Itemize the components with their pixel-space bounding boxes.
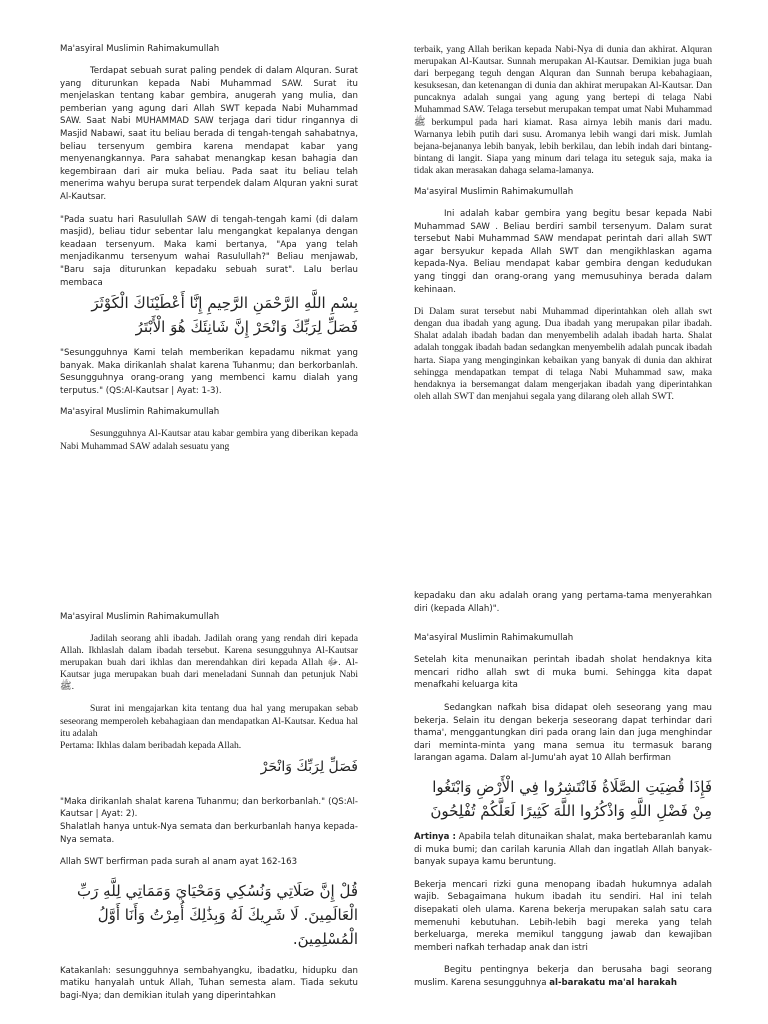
- paragraph: Katakanlah: sesungguhnya sembahyangku, ibadatku, hidupku dan matiku hanyalah untuk Allah, Tuhan semesta alam. Tiada sekutu bagi-Nya; dan demikian itulah yang diperintahkan: [60, 965, 358, 1001]
- paragraph: [414, 831, 712, 869]
- section-heading: Ma'asyiral Muslimin Rahimakumullah: [60, 612, 220, 622]
- translation-text: Apabila telah ditunaikan shalat, maka bertebaranlah kamu di muka bumi; dan carilah karunia Allah dan ingatlah Allah banyak-banyak supaya kamu beruntung.: [414, 831, 712, 868]
- column-bottom-left: [60, 612, 358, 1013]
- paragraph: Bekerja mencari rizki guna menopang ibadah hukumnya adalah wajib. Sebagaimana hukum ibadah itu sendiri. Hal ini telah disepakati oleh ulama. Karena bekerja merupakan salah satu cara memenuhi kebutuhan. Lebih-lebih bagi mereka yang telah berkeluarga, mereka memikul tanggung jawab dan kewajiban memberi nafkah terhadap anak dan istri: [414, 879, 712, 953]
- paragraph: Setelah kita menunaikan perintah ibadah sholat hendaknya kita mencari ridho allah swt di muka bumi. Sehingga kita dapat menafkahi keluarga kita: [414, 655, 712, 691]
- section-heading: Ma'asyiral Muslimin Rahimakumullah: [60, 44, 220, 54]
- paragraph: Di Dalam surat tersebut nabi Muhammad diperintahkan oleh allah swt dengan dua ibadah yang agung. Dua ibadah yang merupakan pilar ibadah. Shalat adalah ibadah badan dan menyembelih adalah ibadah harta. Shalat adalah tonggak ibadah badan sedangkan menyembelih adalah puncak ibadah harta. Siapa yang menginginkan kebaikan yang banyak di dunia dan akhirat sehingga mendapatkan tempat di telaga Nabi Muhammad saw, maka hendaknya ia bersemangat dalam mengerjakan ibadah yang diperintahkan oleh allah SWT dan menjahui segala yang dilarang oleh allah SWT.: [414, 306, 712, 402]
- paragraph: Surat ini mengajarkan kita tentang dua hal yang merupakan sebab seseorang memperoleh kebahagiaan dan mendapatkan Al-Kautsar. Kedua hal itu adalah: [60, 703, 358, 739]
- paragraph: terbaik, yang Allah berikan kepada Nabi-Nya di dunia dan akhirat. Alquran merupakan Al-Kautsar. Sunnah merupakan Al-Kautsar. Demikian juga buah dari berpegang teguh dengan Alquran dan Sunnah berupa kebahagiaan, kesuksesan, dan ketenangan di dunia dan akhirat merupakan Al-Kautsar. Dan puncaknya adalah sungai yang agung yang bertepi di telaga Nabi Muhammad SAW. Telaga tersebut merupakan tempat umat Nabi Muhammad ﷺ berkumpul pada hari kiamat. Rasa airnya lebih manis dari madu. Warnanya lebih putih dari susu. Aromanya lebih wangi dari misk. Jumlah bejana-bejananya lebih banyak, lebih berkilau, dan lebih indah dari bintang-bintang di langit. Siapa yang minum dari telaga itu seteguk saja, maka ia tidak akan merasakan dahaga selama-lamanya.: [414, 44, 712, 176]
- paragraph: Allah SWT berfirman pada surah al anam ayat 162-163: [60, 857, 298, 868]
- paragraph: "Pada suatu hari Rasulullah SAW di tengah-tengah kami (di dalam masjid), beliau tidur sebentar lalu mengangkat kepalanya dengan keadaan tersenyum. Maka kami bertanya, "Apa yang telah menjadikanmu tersenyum wahai Rasulullah?" Beliau menjawab, "Baru saja diturunkan kepadaku sebuah surat". Lalu berlau membaca: [60, 214, 358, 288]
- section-heading: Ma'asyiral Muslimin Rahimakumullah: [414, 633, 574, 644]
- column-bottom-right: [414, 590, 712, 999]
- paragraph: Terdapat sebuah surat paling pendek di dalam Alquran. Surat yang diturunkan kepada Nabi Muhammad SAW. Surat itu menjelaskan tentang kabar gembira, anugerah yang mulia, dan pemberian yang agung dari Allah SWT kepada Nabi Muhammad SAW. Saat Nabi MUHAMMAD SAW terjaga dari tidur ringannya di Masjid Nabawi, saat itu beliau berada di tengah-tengah sahabatnya, beliau tersenyum gembira karena mendapat kabar yang menyenangkannya. Para sahabat menangkap kesan bahagia dan kegembiraan dari air muka beliau. Pada saat itu beliau telah menerima wahyu berupa surat terpendek dalam Alquran yakni surat Al-Kautsar.: [60, 66, 358, 202]
- section-heading: Ma'asyiral Muslimin Rahimakumullah: [60, 407, 220, 418]
- paragraph: Shalatlah hanya untuk-Nya semata dan berkurbanlah hanya kepada-Nya semata.: [60, 822, 358, 845]
- paragraph: Jadilah seorang ahli ibadah. Jadilah orang yang rendah diri kepada Allah. Ikhlaslah dalam ibadah tersebut. Karena sesungguhnya Al-Kautsar merupakan buah dari ikhlas dan merendahkan diri kepada Allah ﷻ. Al-Kautsar juga merupakan buah dari meneladani Sunnah dan petunjuk Nabi ﷺ.: [60, 633, 358, 693]
- paragraph: Pertama: Ikhlas dalam beribadah kepada Allah.: [60, 739, 242, 751]
- paragraph: Ini adalah kabar gembira yang begitu besar kepada Nabi Muhammad SAW . Beliau berdiri sambil tersenyum. Dalam surat tersebut Nabi Muhammad SAW mendapat perintah dari allah SWT agar bersyukur kepada Allah SWT dan mengikhlaskan agama kepada-Nya. Beliau mendapat kabar gembira dengan kedudukan yang tinggi dan orang-orang yang memusuhinya berada dalam kehinaan.: [414, 209, 712, 295]
- paragraph: Sedangkan nafkah bisa didapat oleh seseorang yang mau bekerja. Selain itu dengan bekerja seseorang dapat terhindar dari thama', menggantungkan diri pada orang lain dan juga menghindar dari meminta-minta yang mana semua itu termasuk barang larangan agama. Dalam al-Jumu'ah ayat 10 Allah berfirman: [414, 702, 712, 764]
- paragraph: "Sesungguhnya Kami telah memberikan kepadamu nikmat yang banyak. Maka dirikanlah shalat karena Tuhanmu; dan berkorbanlah. Sesungguhnya orang-orang yang membenci kamu dialah yang terputus." (QS:Al-Kautsar | Ayat: 1-3).: [60, 348, 358, 396]
- column-top-right: [414, 44, 712, 413]
- paragraph: kepadaku dan aku adalah orang yang pertama-tama menyerahkan diri (kepada Allah)".: [414, 591, 712, 614]
- paragraph: Sesungguhnya Al-Kautsar atau kabar gembira yang diberikan kepada Nabi Muhammad SAW adalah sesuatu yang: [60, 428, 358, 452]
- arabic-verse: فَإِذَا قُضِيَتِ الصَّلَاةُ فَانْتَشِرُوا فِي الْأَرْضِ وَابْتَغُوا مِنْ فَضْلِ اللَّهِ وَاذْكُرُوا اللَّهَ كَثِيرًا لَعَلَّكُمْ تُفْلِحُونَ: [430, 777, 712, 820]
- arabic-verse: بِسْمِ اللَّهِ الرَّحْمَنِ الرَّحِيمِ إِنَّا أَعْطَيْنَاكَ الْكَوْثَرَ فَصَلِّ لِرَبِّكَ وَانْحَرْ إِنَّ شَانِئَكَ هُوَ الْأَبْتَرُ: [91, 294, 358, 337]
- bold-phrase: al-barakatu ma'al harakah: [549, 977, 677, 988]
- paragraph: "Maka dirikanlah shalat karena Tuhanmu; dan berkorbanlah." (QS:Al-Kautsar | Ayat: 2).: [60, 796, 358, 820]
- arabic-verse: فَصَلِّ لِرَبِّكَ وَانْحَرْ: [260, 758, 358, 775]
- label-artinya: Artinya :: [414, 831, 456, 842]
- arabic-verse: قُلْ إِنَّ صَلَاتِي وَنُسُكِي وَمَحْيَايَ وَمَمَاتِي لِلَّهِ رَبِّ الْعَالَمِينَ. لَا شَرِيكَ لَهُ وَبِذَٰلِكَ أُمِرْتُ وَأَنَا أَوَّلُ الْمُسْلِمِينَ.: [77, 881, 358, 948]
- paragraph: [414, 964, 712, 989]
- paragraph-text: Begitu pentingnya bekerja dan berusaha bagi seorang muslim. Karena sesungguhnya: [414, 965, 712, 988]
- section-heading: Ma'asyiral Muslimin Rahimakumullah: [414, 187, 574, 198]
- column-top-left: [60, 44, 358, 463]
